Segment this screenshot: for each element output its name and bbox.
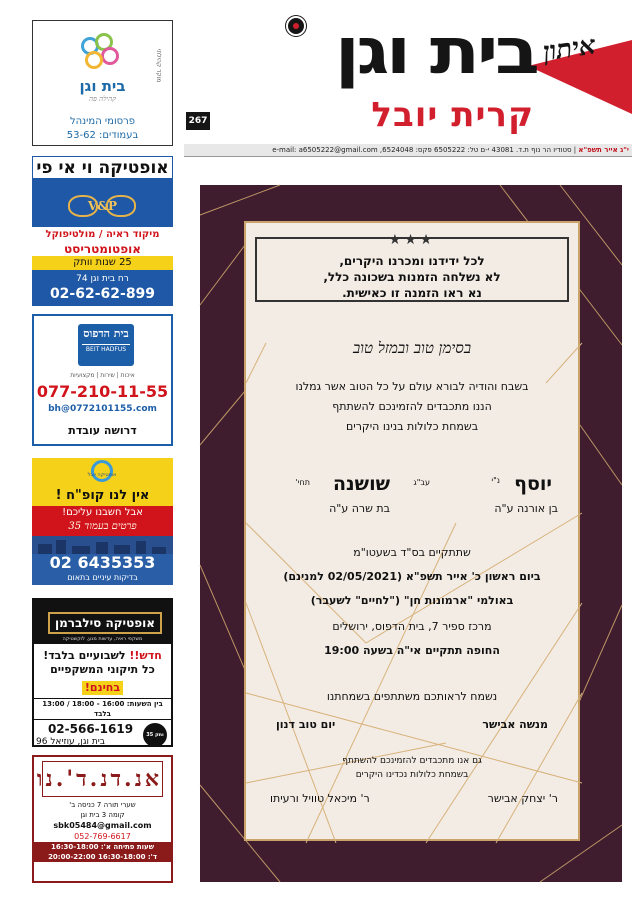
ad-hours-1: שעות פתיחה א': 16:30-18:00 bbox=[34, 842, 171, 852]
bride-name: שושנה bbox=[333, 473, 390, 495]
ad-address-1: שערי תורה 7 כניסה ב' bbox=[69, 801, 136, 809]
ad-sub: בדיקות עיניים בתאום bbox=[67, 573, 138, 582]
flower-logo-icon bbox=[77, 33, 123, 73]
ad-logo: אופטיקה סילברמן bbox=[48, 612, 162, 634]
ad-email: bh@0772101155.com bbox=[48, 404, 157, 414]
bride-suffix: תחי' bbox=[295, 478, 310, 487]
masthead-title: בית וגן bbox=[334, 15, 536, 89]
masthead-subtitle: קרית יובל bbox=[371, 95, 534, 135]
ad-line1: כל תיקוני המשקפיים bbox=[50, 663, 155, 676]
ad-new-label: חדש!! bbox=[129, 649, 162, 662]
eye-icon bbox=[91, 460, 113, 482]
ad-tagline: איכות | שירות | מקצועיות bbox=[70, 372, 135, 379]
notice-line-1: לכל ידידנו ומכרנו היקרים, bbox=[339, 254, 485, 268]
ad-address: רח בית וגן 74 bbox=[76, 274, 129, 284]
glasses-icon bbox=[32, 179, 173, 227]
ad-anatdani[interactable] bbox=[32, 755, 173, 883]
ad-line3: 25 שנות וותק bbox=[32, 256, 173, 270]
groom-name: יוסף bbox=[514, 473, 552, 495]
event-address: מרכז ספיר 7, בית הדפוס, ירושלים bbox=[332, 620, 492, 633]
ad-brand-sub: קהילה פה bbox=[88, 95, 117, 103]
ad-beit-hadfus[interactable] bbox=[32, 314, 173, 446]
seniority-badge: ותק 35 bbox=[143, 723, 167, 747]
masthead-prefix: איתון bbox=[541, 30, 598, 68]
blessing-heading: בסימן טוב ובמזל טוב bbox=[352, 339, 472, 357]
ad-name-en: BEIT HADFUS bbox=[82, 344, 130, 355]
ad-address: בית וגן, עוזיאל 96 bbox=[36, 737, 105, 747]
ad-optica-vp[interactable] bbox=[32, 156, 173, 306]
host-left: יום טוב דנון bbox=[276, 718, 336, 731]
wedding-invitation bbox=[200, 185, 622, 882]
ad-title: אופטיקה וי אי פי bbox=[32, 156, 173, 179]
grandparent-left: ר' מיכאל טוויל ורעיתו bbox=[270, 792, 370, 805]
issue-number: 267 bbox=[186, 112, 210, 130]
ad-optika-silberman[interactable] bbox=[32, 598, 173, 747]
ad-tag: מוקד קהילתי bbox=[155, 49, 162, 83]
ad-email: sbk05484@gmail.com bbox=[53, 821, 152, 830]
ad-headline: אין לנו קופ"ח ! bbox=[55, 488, 150, 503]
ad-line1: מיקוד ראיה / מולטיפוקל bbox=[32, 227, 173, 242]
event-chuppah: החופה תתקיים אי"ה בשעה 19:00 bbox=[324, 644, 500, 657]
ad-phone: 02 6435353 bbox=[49, 553, 156, 572]
ad-phone: 052-769-6617 bbox=[74, 832, 131, 841]
event-line-1: שתתקיים בס"ד בשעטו"מ bbox=[353, 546, 471, 559]
ad-address-2: קומה 3 בית וגן bbox=[80, 811, 125, 819]
issue-date: י"ג אייר תשפ"א bbox=[578, 146, 629, 154]
event-date: ביום ראשון כ' אייר תשפ"א (02/05/2021 למנינם) bbox=[283, 570, 541, 583]
ad-contact bbox=[34, 720, 171, 750]
ad-new bbox=[34, 649, 171, 663]
welcome-line: נשמח לראותכם משתתפים בשמחתנו bbox=[326, 690, 498, 703]
avg-label: עב"ג bbox=[413, 478, 430, 487]
ad-phone: 02-566-1619 bbox=[47, 722, 134, 736]
ad-name-he: בית הדפוס bbox=[83, 327, 129, 340]
grandparent-right: ר' יצחק אבישר bbox=[487, 792, 558, 805]
ad-band-a: אבל חשבנו עליכם! bbox=[62, 507, 143, 518]
praise-line-1: בשבח והודיה לבורא עולם על כל הטוב אשר גמלנו bbox=[295, 380, 529, 393]
notice-line-2: לא נשלחה הזמנות בשכונה כלל, bbox=[323, 270, 501, 284]
ad-phone: 02-62-62-899 bbox=[49, 286, 156, 302]
ad-contact bbox=[32, 554, 173, 585]
card-line-pattern bbox=[246, 223, 582, 843]
groom-suffix: נ"י bbox=[491, 476, 500, 485]
ad-beit-vagan-community[interactable] bbox=[32, 20, 173, 146]
bride-parent: בת שרה ע"ה bbox=[329, 502, 390, 515]
street-sign-logo bbox=[78, 324, 134, 366]
ad-info bbox=[33, 115, 172, 143]
praise-line-2: הננו מתכבדים להזמינכם להשתתף bbox=[332, 400, 492, 413]
ad-logo-sub: משקפי ראיה, עדשות מגע, לוקשטיקה bbox=[62, 636, 143, 642]
ad-optika-yuval[interactable] bbox=[32, 458, 173, 585]
event-hall: באולמי "ארמונות חן" ("לחיים" לשעבר) bbox=[310, 594, 514, 607]
ad-new-text: לשבועיים בלבד! bbox=[43, 649, 126, 662]
ad-logo: V&P bbox=[87, 199, 118, 213]
ad-header bbox=[34, 600, 171, 644]
also-line-1: גם אנו מתכבדים להזמינכם להשתתף bbox=[342, 756, 482, 766]
praise-line-3: בשמחת כלולות בנינו היקרים bbox=[345, 420, 479, 433]
invitation-card bbox=[244, 221, 580, 841]
ad-brand: בית וגן bbox=[79, 77, 126, 95]
ad-band bbox=[32, 506, 173, 536]
also-line-2: בשמחת כלולות נכדינו היקרים bbox=[355, 770, 469, 780]
ad-phone: 077-210-11-55 bbox=[36, 382, 169, 401]
ad-band-b: פרטים בעמוד 35 bbox=[68, 521, 137, 532]
ad-info-line2: בעמודים: 53-62 bbox=[66, 130, 139, 141]
notice-line-3: נא ראו הזמנה זו כאישית. bbox=[342, 286, 482, 300]
info-bar bbox=[184, 144, 632, 157]
contact-email: e-mail: a6505222@gmail.com bbox=[272, 146, 378, 154]
ad-hours: בין השעות: 16:00 - 18:00 / 13:00 בלבד bbox=[34, 698, 171, 720]
contact-details: | סטודיו הר נוף ת.ד. 43081 י-ם טל: 6505222 פקס: 6524048, bbox=[379, 146, 577, 154]
groom-parent: בן אורנה ע"ה bbox=[494, 502, 558, 515]
ad-logo: אנ.דנ.ד'.נו bbox=[42, 761, 163, 797]
ad-wanted: דרושה עובדת bbox=[68, 424, 137, 437]
ad-logo-name: אופטיקה יובל bbox=[87, 472, 117, 478]
stars-icon: ★★★ bbox=[388, 232, 436, 248]
city-skyline bbox=[32, 536, 173, 554]
masthead-emblem-icon bbox=[286, 16, 306, 36]
ad-logo bbox=[77, 460, 127, 486]
ad-line2: אופטומטריסט bbox=[32, 242, 173, 256]
ad-hours-2: ד': 16:30-18:00 20:00-22:00 bbox=[34, 852, 171, 862]
host-right: מנשה אבישר bbox=[482, 718, 548, 731]
ad-free: בחינם! bbox=[82, 681, 123, 695]
ad-info-line1: פרסומי המינהל bbox=[69, 116, 136, 127]
masthead bbox=[184, 15, 632, 135]
